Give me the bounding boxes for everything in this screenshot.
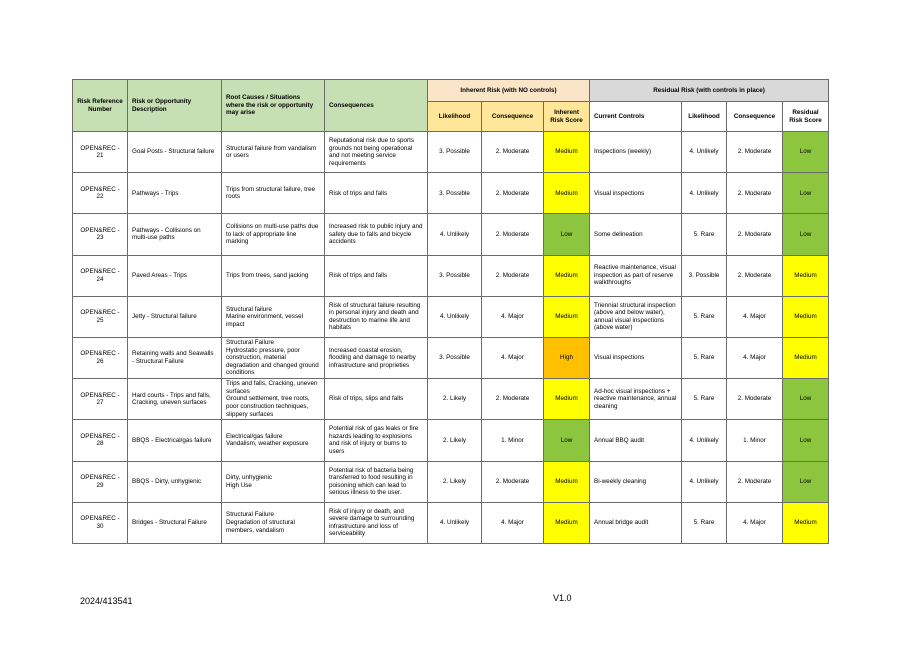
- description-cell: Pathways - Trips: [128, 173, 222, 214]
- root-cause-cell: Structural failure from vandalism or users: [222, 132, 325, 173]
- current-controls-cell: Visual inspections: [590, 173, 682, 214]
- residual-likelihood-cell: 4. Unlikely: [682, 132, 727, 173]
- header-inherent-likelihood: Likelihood: [428, 102, 482, 132]
- current-controls-cell: Reactive maintenance, visual inspection as part of reserve walkthroughs: [590, 255, 682, 296]
- residual-likelihood-cell: 3. Possible: [682, 255, 727, 296]
- header-residual-score: Residual Risk Score: [783, 102, 829, 132]
- version-label: V1.0: [553, 593, 572, 603]
- header-description: Risk or Opportunity Description: [128, 80, 222, 132]
- consequences-cell: Risk of trips, slips and falls: [325, 379, 428, 420]
- header-current-controls: Current Controls: [590, 102, 682, 132]
- risk-ref-cell: OPEN&REC - 29: [73, 461, 128, 502]
- description-cell: Paved Areas - Trips: [128, 255, 222, 296]
- inherent-likelihood-cell: 2. Likely: [428, 379, 482, 420]
- description-cell: Pathways - Collisions on multi-use paths: [128, 214, 222, 255]
- inherent-consequence-cell: 2. Moderate: [482, 173, 544, 214]
- residual-consequence-cell: 2. Moderate: [727, 379, 783, 420]
- root-cause-cell: Trips and falls, Cracking, uneven surfaces Ground settlement, tree roots, poor construction techniques, slippery surfaces: [222, 379, 325, 420]
- risk-ref-cell: OPEN&REC - 26: [73, 337, 128, 378]
- description-cell: Retaining walls and Seawalls - Structural Failure: [128, 337, 222, 378]
- residual-score-cell: Low: [783, 461, 829, 502]
- residual-likelihood-cell: 5. Rare: [682, 214, 727, 255]
- inherent-score-cell: Medium: [544, 173, 590, 214]
- residual-consequence-cell: 2. Moderate: [727, 173, 783, 214]
- current-controls-cell: Visual inspections: [590, 337, 682, 378]
- inherent-score-cell: Medium: [544, 132, 590, 173]
- residual-score-cell: Medium: [783, 255, 829, 296]
- residual-score-cell: Low: [783, 132, 829, 173]
- description-cell: Jetty - Structural failure: [128, 296, 222, 337]
- consequences-cell: Potential risk of bacteria being transferred to food resulting in poisoning which can lead to serious illness to the user.: [325, 461, 428, 502]
- root-cause-cell: Electrical/gas failure Vandalism, weather exposure: [222, 420, 325, 461]
- header-inherent-risk-group: Inherent Risk (with NO controls): [428, 80, 590, 102]
- inherent-likelihood-cell: 3. Possible: [428, 255, 482, 296]
- header-root-causes: Root Causes / Situations where the risk or opportunity may arise: [222, 80, 325, 132]
- inherent-score-cell: Medium: [544, 255, 590, 296]
- inherent-likelihood-cell: 4. Unlikely: [428, 214, 482, 255]
- residual-score-cell: Medium: [783, 296, 829, 337]
- inherent-score-cell: Medium: [544, 502, 590, 543]
- inherent-consequence-cell: 2. Moderate: [482, 132, 544, 173]
- residual-likelihood-cell: 5. Rare: [682, 379, 727, 420]
- table-row: [73, 173, 829, 214]
- header-inherent-consequence: Consequence: [482, 102, 544, 132]
- root-cause-cell: Dirty, unhygienic High Use: [222, 461, 325, 502]
- table-row: [73, 379, 829, 420]
- root-cause-cell: Collisions on multi-use paths due to lack of appropriate line marking: [222, 214, 325, 255]
- inherent-likelihood-cell: 3. Possible: [428, 337, 482, 378]
- current-controls-cell: Ad-hoc visual inspections + reactive maintenance, annual cleaning: [590, 379, 682, 420]
- current-controls-cell: Annual bridge audit: [590, 502, 682, 543]
- header-residual-likelihood: Likelihood: [682, 102, 727, 132]
- current-controls-cell: Bi-weekly cleaning: [590, 461, 682, 502]
- root-cause-cell: Structural Failure Hydrostatic pressure, poor construction, material degradation and changed ground conditions: [222, 337, 325, 378]
- residual-likelihood-cell: 4. Unlikely: [682, 173, 727, 214]
- residual-consequence-cell: 4. Major: [727, 502, 783, 543]
- consequences-cell: Risk of trips and falls: [325, 173, 428, 214]
- document-number: 2024/413541: [80, 596, 133, 606]
- header-residual-consequence: Consequence: [727, 102, 783, 132]
- current-controls-cell: Inspections (weekly): [590, 132, 682, 173]
- consequences-cell: Potential risk of gas leaks or fire hazards leading to explosions and risk of injury or burns to users: [325, 420, 428, 461]
- residual-consequence-cell: 4. Major: [727, 296, 783, 337]
- inherent-consequence-cell: 4. Major: [482, 337, 544, 378]
- inherent-score-cell: Low: [544, 420, 590, 461]
- risk-ref-cell: OPEN&REC - 30: [73, 502, 128, 543]
- root-cause-cell: Structural failure Marine environment, vessel impact: [222, 296, 325, 337]
- inherent-consequence-cell: 2. Moderate: [482, 379, 544, 420]
- residual-score-cell: Medium: [783, 502, 829, 543]
- residual-score-cell: Low: [783, 420, 829, 461]
- description-cell: Goal Posts - Structural failure: [128, 132, 222, 173]
- risk-ref-cell: OPEN&REC - 22: [73, 173, 128, 214]
- inherent-score-cell: Medium: [544, 379, 590, 420]
- residual-likelihood-cell: 5. Rare: [682, 296, 727, 337]
- root-cause-cell: Trips from structural failure, tree roots: [222, 173, 325, 214]
- residual-consequence-cell: 1. Minor: [727, 420, 783, 461]
- header-consequences: Consequences: [325, 80, 428, 132]
- table-row: [73, 132, 829, 173]
- inherent-score-cell: Medium: [544, 296, 590, 337]
- residual-consequence-cell: 2. Moderate: [727, 255, 783, 296]
- table-row: [73, 420, 829, 461]
- residual-score-cell: Low: [783, 379, 829, 420]
- header-inherent-score: Inherent Risk Score: [544, 102, 590, 132]
- residual-likelihood-cell: 4. Unlikely: [682, 420, 727, 461]
- inherent-likelihood-cell: 4. Unlikely: [428, 296, 482, 337]
- inherent-likelihood-cell: 4. Unlikely: [428, 502, 482, 543]
- description-cell: Bridges - Structural Failure: [128, 502, 222, 543]
- risk-ref-cell: OPEN&REC - 25: [73, 296, 128, 337]
- inherent-consequence-cell: 4. Major: [482, 296, 544, 337]
- residual-score-cell: Low: [783, 214, 829, 255]
- risk-register-table: [72, 79, 829, 544]
- table-row: [73, 502, 829, 543]
- residual-score-cell: Low: [783, 173, 829, 214]
- root-cause-cell: Trips from trees, sand jacking: [222, 255, 325, 296]
- residual-consequence-cell: 2. Moderate: [727, 214, 783, 255]
- table-row: [73, 296, 829, 337]
- table-row: [73, 214, 829, 255]
- inherent-consequence-cell: 2. Moderate: [482, 214, 544, 255]
- risk-ref-cell: OPEN&REC - 27: [73, 379, 128, 420]
- inherent-likelihood-cell: 2. Likely: [428, 420, 482, 461]
- consequences-cell: Reputational risk due to sports grounds not being operational and not meeting service requirements: [325, 132, 428, 173]
- consequences-cell: Risk of structural failure resulting in personal injury and death and destruction to marine life and habitats: [325, 296, 428, 337]
- inherent-likelihood-cell: 3. Possible: [428, 132, 482, 173]
- description-cell: BBQS - Electrical/gas failure: [128, 420, 222, 461]
- consequences-cell: Risk of injury or death, and severe damage to surrounding infrastructure and loss of serviceability: [325, 502, 428, 543]
- inherent-score-cell: High: [544, 337, 590, 378]
- current-controls-cell: Some delineation: [590, 214, 682, 255]
- header-residual-risk-group: Residual Risk (with controls in place): [590, 80, 829, 102]
- inherent-consequence-cell: 1. Minor: [482, 420, 544, 461]
- risk-ref-cell: OPEN&REC - 23: [73, 214, 128, 255]
- residual-likelihood-cell: 5. Rare: [682, 337, 727, 378]
- description-cell: BBQS - Dirty, unhygienic: [128, 461, 222, 502]
- consequences-cell: Risk of trips and falls: [325, 255, 428, 296]
- current-controls-cell: Annual BBQ audit: [590, 420, 682, 461]
- risk-ref-cell: OPEN&REC - 28: [73, 420, 128, 461]
- residual-likelihood-cell: 4. Unlikely: [682, 461, 727, 502]
- risk-ref-cell: OPEN&REC - 24: [73, 255, 128, 296]
- inherent-likelihood-cell: 3. Possible: [428, 173, 482, 214]
- description-cell: Hard courts - Trips and falls, Cracking, uneven surfaces: [128, 379, 222, 420]
- residual-likelihood-cell: 5. Rare: [682, 502, 727, 543]
- table-row: [73, 461, 829, 502]
- current-controls-cell: Triennial structural inspection (above and below water), annual visual inspections (above water): [590, 296, 682, 337]
- inherent-score-cell: Medium: [544, 461, 590, 502]
- inherent-score-cell: Low: [544, 214, 590, 255]
- inherent-consequence-cell: 2. Moderate: [482, 461, 544, 502]
- risk-ref-cell: OPEN&REC - 21: [73, 132, 128, 173]
- inherent-likelihood-cell: 2. Likely: [428, 461, 482, 502]
- root-cause-cell: Structural Failure Degradation of structural members, vandalism: [222, 502, 325, 543]
- residual-consequence-cell: 2. Moderate: [727, 461, 783, 502]
- residual-consequence-cell: 2. Moderate: [727, 132, 783, 173]
- inherent-consequence-cell: 4. Major: [482, 502, 544, 543]
- table-row: [73, 337, 829, 378]
- residual-consequence-cell: 4. Major: [727, 337, 783, 378]
- inherent-consequence-cell: 2. Moderate: [482, 255, 544, 296]
- consequences-cell: Increased coastal erosion, flooding and damage to nearby infrastructure and proprieties: [325, 337, 428, 378]
- table-row: [73, 255, 829, 296]
- consequences-cell: Increased risk to public injury and safety due to falls and bicycle accidents: [325, 214, 428, 255]
- residual-score-cell: Medium: [783, 337, 829, 378]
- header-risk-reference: Risk Reference Number: [73, 80, 128, 132]
